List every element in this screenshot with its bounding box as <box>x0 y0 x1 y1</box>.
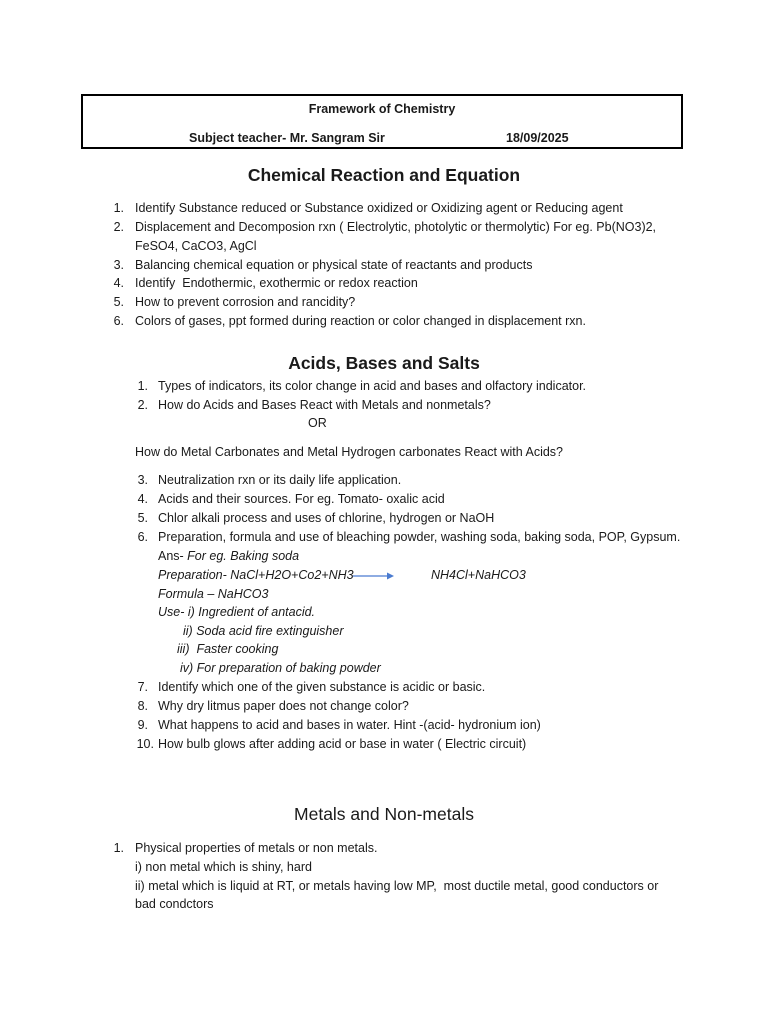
header-box <box>81 94 683 149</box>
use-line-2: ii) Soda acid fire extinguisher <box>183 624 344 638</box>
right-arrow-icon <box>353 570 395 582</box>
subject-teacher: Subject teacher- Mr. Sangram Sir <box>189 131 385 145</box>
document-date: 18/09/2025 <box>506 131 569 145</box>
section-title-metals: Metals and Non-metals <box>294 804 474 824</box>
section-title-chemical-reaction: Chemical Reaction and Equation <box>247 165 521 185</box>
alternate-question: How do Metal Carbonates and Metal Hydrogen carbonates React with Acids? <box>135 445 564 459</box>
preparation-product: NH4Cl+NaHCO3 <box>431 568 526 582</box>
preparation-line: Preparation- NaCl+H2O+Co2+NH3 <box>158 568 354 582</box>
or-text: OR <box>308 416 327 430</box>
list-subitem: ii) metal which is liquid at RT, or metals having low MP, most ductile metal, good conductors or <box>135 879 659 893</box>
formula-line: Formula – NaHCO3 <box>158 587 269 601</box>
use-line-4: iv) For preparation of baking powder <box>180 661 381 675</box>
list-subitem-continuation: bad condctors <box>135 897 214 911</box>
answer-line: Ans- For eg. Baking soda <box>158 549 300 563</box>
section-title-acids-bases: Acids, Bases and Salts <box>288 353 480 373</box>
list-subitem: i) non metal which is shiny, hard <box>135 860 312 874</box>
document-title: Framework of Chemistry <box>308 102 456 116</box>
use-line-1: Use- i) Ingredient of antacid. <box>158 605 316 619</box>
use-line-3: iii) Faster cooking <box>177 642 279 656</box>
list-item-continuation: FeSO4, CaCO3, AgCl <box>135 239 257 253</box>
